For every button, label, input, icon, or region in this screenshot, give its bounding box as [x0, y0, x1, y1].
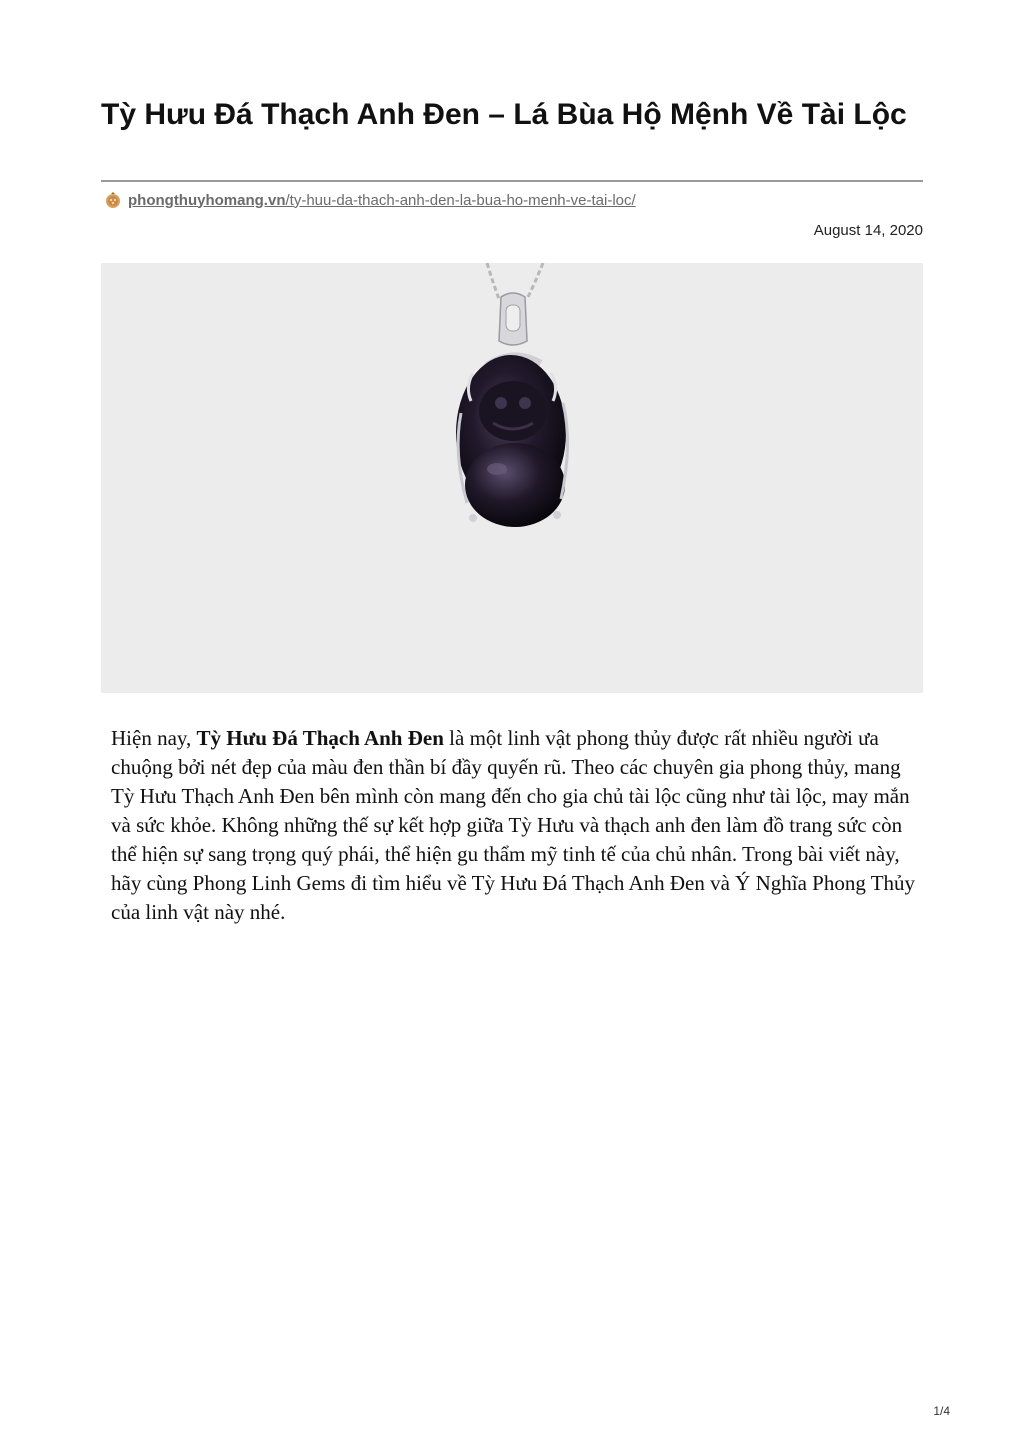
intro-paragraph — [111, 724, 923, 927]
source-link[interactable] — [104, 189, 636, 211]
page-title: Tỳ Hưu Đá Thạch Anh Đen – Lá Bùa Hộ Mệnh Về Tài Lộc — [101, 98, 907, 131]
source-domain-link[interactable]: phongthuyhomang.vn — [128, 191, 286, 209]
intro-lead: Hiện nay, — [111, 726, 197, 750]
pomegranate-site-icon — [104, 191, 122, 209]
intro-highlight: Tỳ Hưu Đá Thạch Anh Đen — [196, 726, 444, 750]
intro-body: là một linh vật phong thủy được rất nhiều người ưa chuộng bởi nét đẹp của màu đen thần bí đầy quyến rũ. Theo các chuyên gia phong thủy, mang Tỳ Hưu Thạch Anh Đen bên mình còn mang đến cho gia chủ tài lộc cũng như tài lộc, may mắn và sức khỏe. Không những thế sự kết hợp giữa Tỳ Hưu và thạch anh đen làm đồ trang sức còn thể hiện sự sang trọng quý phái, thể hiện gu thẩm mỹ tinh tế của chủ nhân. Trong bài viết này, hãy cùng Phong Linh Gems đi tìm hiểu về Tỳ Hưu Đá Thạch Anh Đen và Ý Nghĩa Phong Thủy của linh vật này nhé. — [111, 726, 916, 924]
pendant-image — [101, 263, 923, 693]
source-path-link[interactable]: /ty-huu-da-thach-anh-den-la-bua-ho-menh-ve-tai-loc/ — [285, 191, 636, 209]
title-divider — [101, 180, 923, 182]
post-date: August 14, 2020 — [813, 222, 923, 239]
page-number: 1/4 — [933, 1404, 950, 1418]
